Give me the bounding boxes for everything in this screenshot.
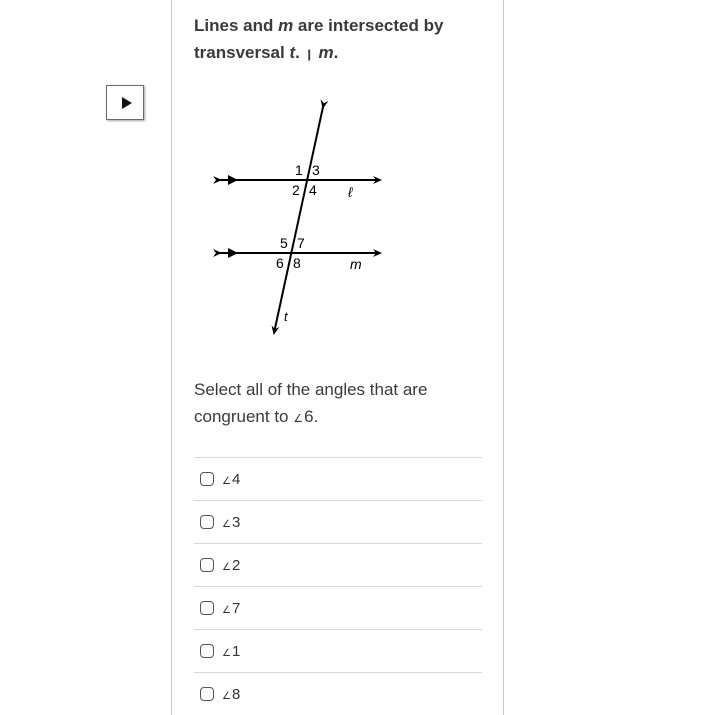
option-angle-number: 4 (231, 470, 241, 488)
option-angle-number: 8 (231, 685, 241, 703)
angle-label-6: 6 (276, 255, 284, 271)
checkbox[interactable] (200, 515, 214, 529)
angle-number: 6 (304, 407, 314, 426)
prompt-text: Lines (194, 16, 244, 35)
checkbox[interactable] (200, 472, 214, 486)
angle-symbol: ∠ (222, 647, 231, 659)
option-label (222, 557, 240, 574)
prompt-text: and (243, 16, 279, 35)
play-icon (122, 97, 132, 109)
angle-label-1: 1 (295, 162, 303, 178)
angle-label-2: 2 (292, 182, 300, 198)
option-row[interactable] (194, 630, 482, 673)
option-angle-number: 3 (231, 513, 241, 531)
option-label (222, 471, 240, 488)
question-prompt (194, 12, 484, 69)
option-row[interactable] (194, 501, 482, 544)
angle-symbol: ∠ (222, 561, 231, 573)
variable-m: m (318, 43, 334, 62)
checkbox[interactable] (200, 558, 214, 572)
line-m-label: m (350, 256, 362, 272)
answer-options (194, 457, 482, 715)
checkbox[interactable] (200, 687, 214, 701)
line-l-label: ℓ (348, 184, 353, 200)
option-row[interactable] (194, 458, 482, 501)
transversal-t-label: t (284, 309, 288, 324)
option-angle-number: 7 (231, 599, 241, 617)
option-angle-number: 2 (231, 556, 241, 574)
angle-label-5: 5 (280, 235, 288, 251)
question-end: . (313, 407, 319, 426)
angle-label-3: 3 (312, 162, 320, 178)
prompt-text: are intersected by transversal (194, 16, 444, 62)
angle-symbol: ∠ (222, 690, 231, 702)
angle-label-4: 4 (309, 182, 317, 198)
checkbox[interactable] (200, 601, 214, 615)
checkbox[interactable] (200, 644, 214, 658)
option-label (222, 514, 240, 531)
option-row[interactable] (194, 544, 482, 587)
angle-label-7: 7 (297, 235, 305, 251)
option-label (222, 686, 240, 703)
option-row[interactable] (194, 673, 482, 715)
prompt-text: . (333, 43, 339, 62)
angle-symbol: ∠ (222, 475, 231, 487)
question-text (194, 376, 484, 433)
transversal-diagram (190, 95, 400, 345)
parallel-symbol: ❙ (304, 49, 314, 61)
angle-symbol: ∠ (222, 604, 231, 616)
option-angle-number: 1 (231, 642, 241, 660)
option-label (222, 643, 240, 660)
option-label (222, 600, 240, 617)
question-body: Select all of the angles that are congruent to (194, 380, 428, 426)
angle-symbol: ∠ (293, 413, 304, 425)
variable-t: t (289, 43, 296, 62)
line-l-inner-arrow-left (228, 175, 238, 185)
angle-label-8: 8 (293, 255, 301, 271)
option-row[interactable] (194, 587, 482, 630)
transversal-t (274, 107, 323, 333)
variable-m: m (278, 16, 294, 35)
play-audio-button[interactable] (106, 85, 144, 120)
prompt-text: . (295, 43, 305, 62)
line-m-inner-arrow-left (228, 248, 238, 258)
angle-symbol: ∠ (222, 518, 231, 530)
